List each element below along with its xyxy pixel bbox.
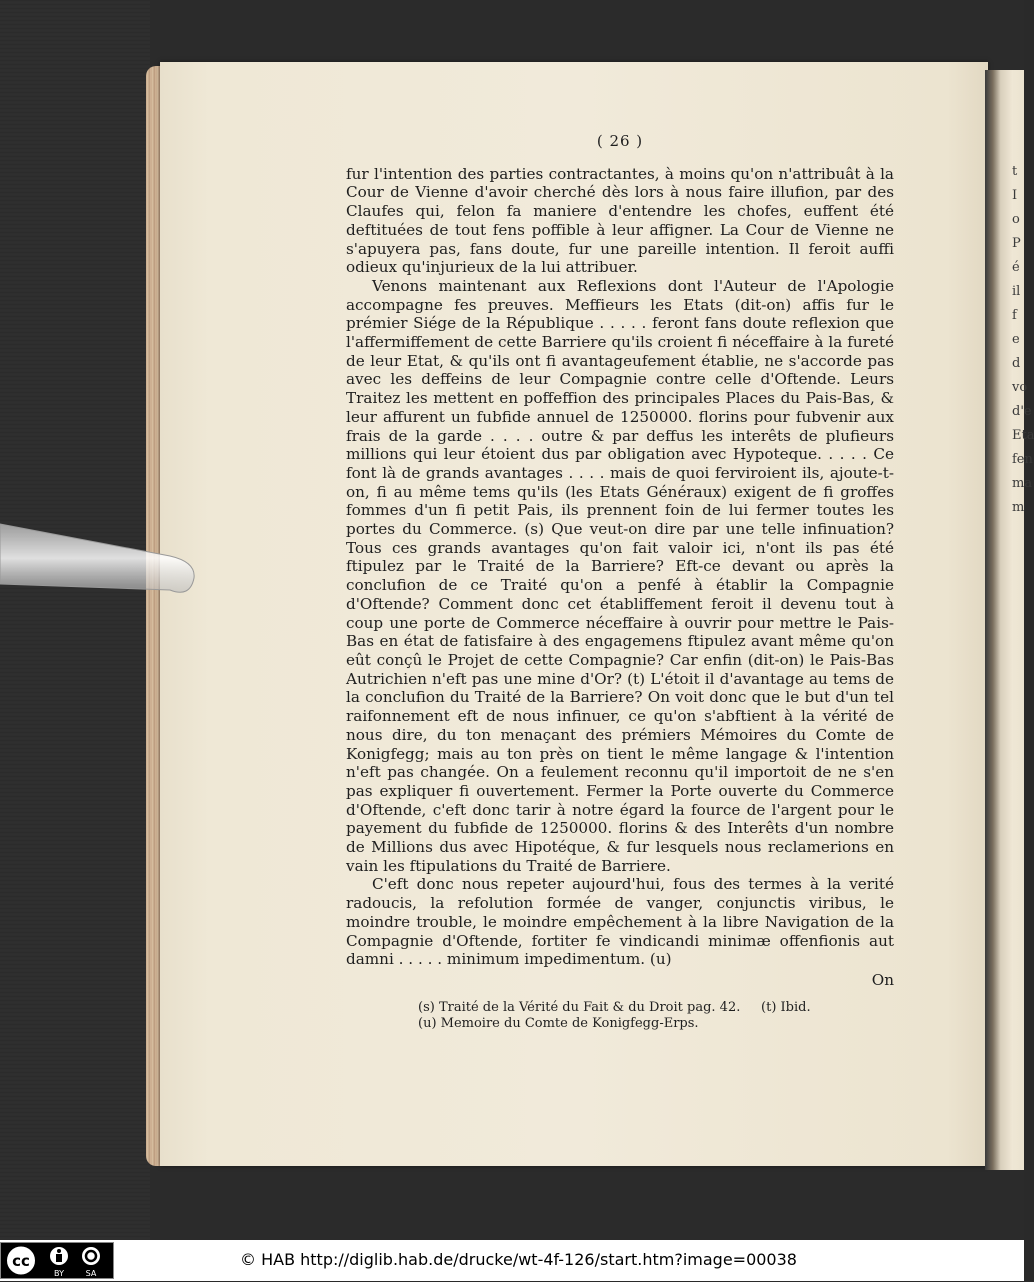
- license-badge[interactable]: [0, 1242, 114, 1279]
- footnote-s-t: (s) Traité de la Vérité du Fait & du Droit pag. 42. (t) Ibid.: [418, 999, 811, 1015]
- svg-text:SA: SA: [85, 1269, 97, 1278]
- cloth-background: [0, 0, 150, 1240]
- svg-text:BY: BY: [54, 1269, 64, 1278]
- page-number: ( 26 ): [596, 132, 644, 150]
- paragraph-1: fur l'intention des parties contractantes, à moins qu'on n'attribuât à la Cour de Vienne d'avoir cherché dès lors à nous faire illufion, par des Claufes qui, felon fa maniere d'entendre les chofes, euffent été deftituées de tout fens poffible à leur affigner. La Cour de Vienne ne s'apuyera pas, fans doute, fur une pareille intention. Il feroit auffi odieux qu'injurieux de la lui attribuer.: [346, 164, 894, 277]
- svg-text:cc: cc: [12, 1252, 30, 1270]
- license-icons: [1, 1243, 113, 1278]
- page-content: [346, 132, 894, 1032]
- paragraph-2: Venons maintenant aux Reflexions dont l'Auteur de l'Apologie accompagne fes preuves. Meffieurs les Etats (dit-on) affis fur le prémier Siége de la République . . . . . feront fans doute reflexion que l'affermiffement de cette Barriere qu'ils croient fi néceffaire à la fureté de leur Etat, & qu'ils ont fi avantageufement établie, ne s'accorde pas avec les deffeins de leur Compagnie contre celle d'Oftende. Leurs Traitez les mettent en poffeffion des principales Places du Pais-Bas, & leur affurent un fubfide annuel de 1250000. florins pour fubvenir aux frais de la garde . . . . outre & par deffus les interêts de plufieurs millions qui leur étoient dus par obligation avec Hypoteque. . . . . Ce font là de grands avantages . . . . mais de quoi ferviroient ils, ajoute-t-on, fi au même tems qu'ils (les Etats Généraux) exigent de fi groffes fommes d'un fi petit Pais, ils prennent foin de lui fermer toutes les portes du Commerce. (s) Que veut-on dire par une telle infinuation? Tous ces grands avantages qu'on fait valoir ici, n'ont ils pas été ftipulez par le Traité de la Barriere? Eft-ce devant ou après la conclufion de ce Traité qu'on a penfé à établir la Compagnie d'Oftende? Comment donc cet établiffement feroit il devenu tout à coup une porte de Commerce néceffaire à ouvrir pour mettre le Pais-Bas en état de fatisfaire à des engagemens ftipulez avant même qu'on eût conçû le Projet de cette Compagnie? Car enfin (dit-on) le Pais-Bas Autrichien n'eft pas une mine d'Or? (t) L'étoit il d'avantage au tems de la conclufion du Traité de la Barriere? On voit donc que le but d'un tel raifonnement eft de nous infinuer, ce qu'on s'abftient à la vérité de nous dire, du ton menaçant des prémiers Mémoires du Comte de Konigfegg; mais au ton près on tient le même langage & l'intention n'eft pas changée. On a feulement reconnu qu'il importoit de ne s'en pas expliquer fi ouvertement. Fermer la Porte ouverte du Commerce d'Oftende, c'eft donc tarir à notre égard la fource de l'argent pour le payement du fubfide de 1250000. florins & des Interêts d'un nombre de Millions dus avec Hipotéque, & fur lesquels nous reclamerions en vain les ftipulations du Traité de Barriere.: [346, 276, 894, 875]
- catchword: On: [871, 970, 894, 989]
- paragraph-3: C'eft donc nous repeter aujourd'hui, fous des termes à la verité radoucis, la refolution formée de vanger, conjunctis viribus, le moindre trouble, le moindre empêchement à la libre Navigation de la Compagnie d'Oftende, fortiter fe vindicandi minimæ offenfionis aut damni . . . . . minimum impedimentum. (u): [346, 875, 894, 969]
- cc-icon: [6, 1246, 36, 1276]
- page-clamp: [0, 518, 200, 598]
- footnote-u: (u) Memoire du Comte de Konigfegg-Erps.: [418, 1015, 699, 1031]
- by-icon: [49, 1246, 69, 1278]
- right-page-fragments: t I o P é il f e d vo d'e Eta fen ma m: [1012, 164, 1034, 515]
- footnotes: [346, 1000, 894, 1032]
- sa-icon: [81, 1246, 101, 1278]
- footer-credit-link[interactable]: © HAB http://diglib.hab.de/drucke/wt-4f-126/start.htm?image=00038: [240, 1250, 797, 1269]
